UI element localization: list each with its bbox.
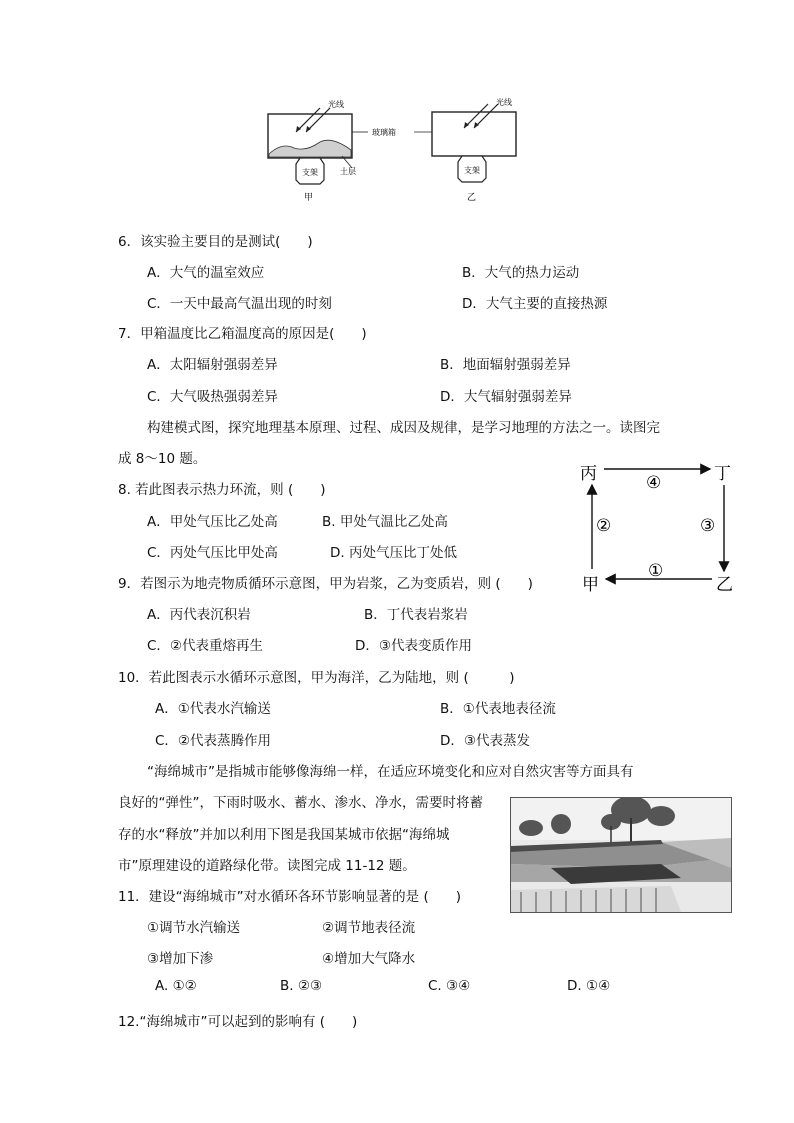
circulation-diagram <box>574 455 740 597</box>
diagram-top-left: 丙 <box>580 464 597 484</box>
q10-option-a[interactable]: A．①代表水汽输送 <box>155 701 271 717</box>
glass-label: 玻璃箱 <box>372 128 396 137</box>
intro-8-10-line1: 构建模式图，探究地理基本原理、过程、成因及规律，是学习地理的方法之一。读图完 <box>147 420 660 436</box>
soil-label: 土层 <box>340 167 356 176</box>
intro-8-10-line2: 成 8～10 题。 <box>118 451 207 467</box>
diagram-top-right: 丁 <box>714 464 731 484</box>
q11-stem: 11．建设“海绵城市”对水循环各环节影响显著的是 ( ) <box>118 889 461 905</box>
intro-11-12-line1: “海绵城市”是指城市能够像海绵一样，在适应环境变化和应对自然灾害等方面具有 <box>147 764 634 780</box>
q11-item-3: ③增加下渗 <box>147 951 214 967</box>
q9-option-d[interactable]: D．③代表变质作用 <box>355 638 472 654</box>
sponge-city-photo <box>510 797 732 913</box>
q8-stem: 8. 若此图表示热力环流，则 ( ) <box>118 482 326 498</box>
light-label-left: 光线 <box>328 100 344 109</box>
diagram-arrow-left-label: ② <box>596 516 612 536</box>
q11-option-c[interactable]: C. ③④ <box>428 978 471 994</box>
q6-option-a[interactable]: A．大气的温室效应 <box>147 265 265 281</box>
q11-item-1: ①调节水汽输送 <box>147 920 241 936</box>
q9-stem: 9．若图示为地壳物质循环示意图，甲为岩浆，乙为变质岩，则 ( ) <box>118 576 533 592</box>
q7-option-b[interactable]: B．地面辐射强弱差异 <box>440 357 571 373</box>
diagram-bottom-left: 甲 <box>582 575 599 595</box>
intro-11-12-line4: 市”原理建设的道路绿化带。读图完成 11-12 题。 <box>118 858 416 874</box>
q11-option-b[interactable]: B. ②③ <box>280 978 323 994</box>
q9-option-a[interactable]: A．丙代表沉积岩 <box>147 607 251 623</box>
q7-stem: 7．甲箱温度比乙箱温度高的原因是( ) <box>118 326 367 342</box>
q11-option-d[interactable]: D. ①④ <box>567 978 611 994</box>
right-caption: 乙 <box>467 193 477 203</box>
q7-option-c[interactable]: C．大气吸热强弱差异 <box>147 389 278 405</box>
q11-option-a[interactable]: A. ①② <box>155 978 197 994</box>
diagram-arrow-bottom-label: ① <box>648 561 664 581</box>
q11-item-2: ②调节地表径流 <box>322 920 416 936</box>
diagram-arrow-right-label: ③ <box>700 516 716 536</box>
diagram-bottom-right: 乙 <box>716 575 733 595</box>
q10-option-d[interactable]: D．③代表蒸发 <box>440 733 530 749</box>
q6-option-b[interactable]: B．大气的热力运动 <box>462 265 580 281</box>
q9-option-b[interactable]: B．丁代表岩浆岩 <box>364 607 468 623</box>
experiment-figure <box>262 96 526 206</box>
stand-left-label: 支架 <box>302 168 318 177</box>
q8-option-d[interactable]: D. 丙处气压比丁处低 <box>330 545 457 561</box>
q10-stem: 10．若此图表示水循环示意图，甲为海洋，乙为陆地，则 ( ) <box>118 670 515 686</box>
q11-item-4: ④增加大气降水 <box>322 951 416 967</box>
intro-11-12-line3: 存的水“释放”并加以利用下图是我国某城市依据“海绵城 <box>118 827 450 843</box>
q9-option-c[interactable]: C．②代表重熔再生 <box>147 638 264 654</box>
left-caption: 甲 <box>304 193 314 203</box>
q8-option-b[interactable]: B. 甲处气温比乙处高 <box>322 514 448 530</box>
q8-option-a[interactable]: A．甲处气压比乙处高 <box>147 514 278 530</box>
q12-stem: 12.“海绵城市”可以起到的影响有 ( ) <box>118 1014 358 1030</box>
q10-option-c[interactable]: C．②代表蒸腾作用 <box>155 733 272 749</box>
diagram-arrow-top-label: ④ <box>646 473 662 493</box>
light-label-right: 光线 <box>496 98 512 107</box>
q6-stem: 6．该实验主要目的是测试( ) <box>118 234 313 250</box>
stand-right-label: 支架 <box>464 166 480 175</box>
q6-option-c[interactable]: C．一天中最高气温出现的时刻 <box>147 296 332 312</box>
q7-option-a[interactable]: A．太阳辐射强弱差异 <box>147 357 278 373</box>
q8-option-c[interactable]: C．丙处气压比甲处高 <box>147 545 278 561</box>
intro-11-12-line2: 良好的“弹性”，下雨时吸水、蓄水、渗水、净水，需要时将蓄 <box>118 795 483 811</box>
q10-option-b[interactable]: B．①代表地表径流 <box>440 701 556 717</box>
q7-option-d[interactable]: D．大气辐射强弱差异 <box>440 389 572 405</box>
q6-option-d[interactable]: D．大气主要的直接热源 <box>462 296 608 312</box>
